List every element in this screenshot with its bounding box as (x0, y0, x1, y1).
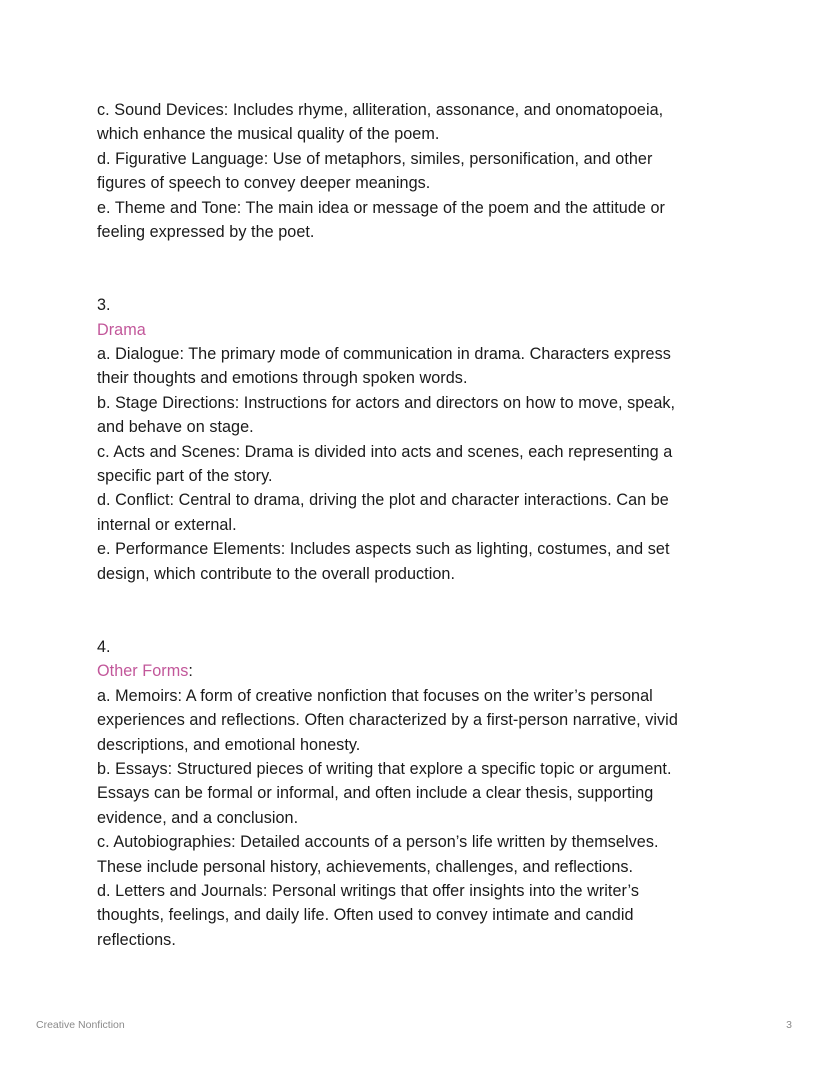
section-spacer (97, 610, 737, 634)
section-poetry-continued (97, 98, 737, 244)
text-line: c. Autobiographies: Detailed accounts of a person’s life written by themselves. (97, 833, 659, 852)
text-line: Essays can be formal or informal, and often include a clear thesis, supporting (97, 784, 654, 803)
text-line: e. Theme and Tone: The main idea or message of the poem and the attitude or (97, 198, 665, 217)
text-line: a. Dialogue: The primary mode of communication in drama. Characters express (97, 345, 671, 364)
text-line: descriptions, and emotional honesty. (97, 735, 361, 754)
text-line: and behave on stage. (97, 418, 254, 437)
section-number: 4. (97, 637, 111, 656)
section-number: 3. (97, 296, 111, 315)
text-line: reflections. (97, 930, 176, 949)
text-line: evidence, and a conclusion. (97, 808, 299, 827)
text-line: specific part of the story. (97, 467, 273, 486)
text-line: c. Sound Devices: Includes rhyme, alliteration, assonance, and onomatopoeia, (97, 101, 664, 119)
text-line: b. Essays: Structured pieces of writing that explore a specific topic or argument. (97, 759, 672, 778)
text-line: thoughts, feelings, and daily life. Often used to convey intimate and candid (97, 906, 634, 925)
section-spacer (97, 244, 737, 268)
text-line: d. Figurative Language: Use of metaphors, similes, personification, and other (97, 149, 653, 168)
text-line: internal or external. (97, 515, 237, 534)
section-spacer (97, 269, 737, 293)
text-line: which enhance the musical quality of the poem. (97, 125, 440, 144)
section-heading-row (97, 659, 737, 683)
text-line: b. Stage Directions: Instructions for actors and directors on how to move, speak, (97, 393, 676, 412)
text-line: c. Acts and Scenes: Drama is divided into acts and scenes, each representing a (97, 442, 673, 461)
text-line: a. Memoirs: A form of creative nonfiction that focuses on the writer’s personal (97, 686, 653, 705)
footer-document-title: Creative Nonfiction (36, 1019, 125, 1031)
section-spacer (97, 586, 737, 610)
text-line: d. Conflict: Central to drama, driving the plot and character interactions. Can be (97, 491, 669, 510)
section-other-forms (97, 635, 737, 952)
text-line: d. Letters and Journals: Personal writings that offer insights into the writer’s (97, 881, 640, 900)
text-line: experiences and reflections. Often characterized by a first-person narrative, vivid (97, 711, 678, 730)
text-line: These include personal history, achievements, challenges, and reflections. (97, 857, 634, 876)
page-body (97, 98, 737, 952)
text-line: e. Performance Elements: Includes aspects such as lighting, costumes, and set (97, 540, 670, 559)
footer-page-number: 3 (786, 1019, 792, 1031)
section-heading-drama: Drama (97, 320, 146, 339)
text-line: feeling expressed by the poet. (97, 223, 315, 242)
section-drama (97, 293, 737, 586)
text-line: figures of speech to convey deeper meanings. (97, 174, 431, 193)
text-line: design, which contribute to the overall production. (97, 564, 455, 583)
section-heading-other-forms: Other Forms (97, 662, 189, 681)
heading-colon: : (188, 662, 193, 681)
text-line: their thoughts and emotions through spoken words. (97, 369, 468, 388)
